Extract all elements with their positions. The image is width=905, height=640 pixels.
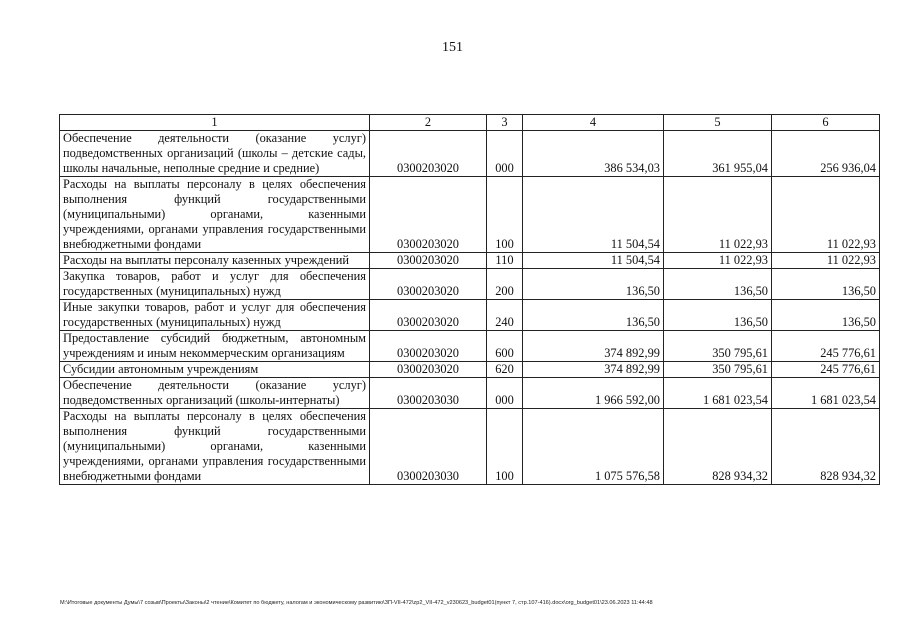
row-kind-cell: 100 xyxy=(487,409,523,485)
row-name-cell: Субсидии автономным учреждениям xyxy=(60,362,370,378)
row-value-col4: 136,50 xyxy=(523,300,664,331)
row-code-cell: 0300203020 xyxy=(370,362,487,378)
row-value-col4: 374 892,99 xyxy=(523,331,664,362)
row-value-col6: 136,50 xyxy=(772,300,880,331)
table-row xyxy=(60,331,880,362)
row-code-cell: 0300203020 xyxy=(370,131,487,177)
row-code-cell: 0300203020 xyxy=(370,253,487,269)
row-value-col5: 350 795,61 xyxy=(664,331,772,362)
row-value-col6: 136,50 xyxy=(772,269,880,300)
row-name-cell: Расходы на выплаты персоналу в целях обеспечения выполнения функций государственными (муниципальными) органами, казенными учреждениями, органами управления государственными внебюджетными фондами xyxy=(60,177,370,253)
row-name-cell: Расходы на выплаты персоналу в целях обеспечения выполнения функций государственными (муниципальными) органами, казенными учреждениями, органами управления государственными внебюджетными фондами xyxy=(60,409,370,485)
table-row xyxy=(60,409,880,485)
column-header: 6 xyxy=(772,115,880,131)
column-header: 2 xyxy=(370,115,487,131)
table-row xyxy=(60,300,880,331)
page-number: 151 xyxy=(442,40,463,55)
row-code-cell: 0300203020 xyxy=(370,177,487,253)
row-value-col5: 136,50 xyxy=(664,269,772,300)
row-kind-cell: 100 xyxy=(487,177,523,253)
row-name-cell: Обеспечение деятельности (оказание услуг) подведомственных организаций (школы-интернаты) xyxy=(60,378,370,409)
row-kind-cell: 000 xyxy=(487,378,523,409)
row-value-col5: 1 681 023,54 xyxy=(664,378,772,409)
row-kind-cell: 240 xyxy=(487,300,523,331)
row-value-col6: 11 022,93 xyxy=(772,177,880,253)
row-name-cell: Закупка товаров, работ и услуг для обеспечения государственных (муниципальных) нужд xyxy=(60,269,370,300)
table-row xyxy=(60,177,880,253)
column-header: 1 xyxy=(60,115,370,131)
row-name-cell: Расходы на выплаты персоналу казенных учреждений xyxy=(60,253,370,269)
row-value-col5: 136,50 xyxy=(664,300,772,331)
row-name-cell: Предоставление субсидий бюджетным, автономным учреждениям и иным некоммерческим организациям xyxy=(60,331,370,362)
row-value-col6: 245 776,61 xyxy=(772,331,880,362)
row-kind-cell: 000 xyxy=(487,131,523,177)
table-row xyxy=(60,253,880,269)
row-value-col4: 374 892,99 xyxy=(523,362,664,378)
row-value-col4: 136,50 xyxy=(523,269,664,300)
table-row xyxy=(60,269,880,300)
row-code-cell: 0300203030 xyxy=(370,378,487,409)
row-value-col6: 245 776,61 xyxy=(772,362,880,378)
table-row xyxy=(60,378,880,409)
row-kind-cell: 200 xyxy=(487,269,523,300)
row-code-cell: 0300203020 xyxy=(370,269,487,300)
row-value-col4: 1 075 576,58 xyxy=(523,409,664,485)
table-row xyxy=(60,362,880,378)
row-value-col5: 350 795,61 xyxy=(664,362,772,378)
table-row xyxy=(60,131,880,177)
row-value-col6: 828 934,32 xyxy=(772,409,880,485)
row-value-col5: 828 934,32 xyxy=(664,409,772,485)
row-value-col5: 11 022,93 xyxy=(664,177,772,253)
row-value-col4: 11 504,54 xyxy=(523,177,664,253)
column-header: 5 xyxy=(664,115,772,131)
row-value-col6: 11 022,93 xyxy=(772,253,880,269)
row-kind-cell: 110 xyxy=(487,253,523,269)
row-code-cell: 0300203030 xyxy=(370,409,487,485)
row-value-col6: 256 936,04 xyxy=(772,131,880,177)
row-code-cell: 0300203020 xyxy=(370,300,487,331)
table-header-row xyxy=(60,115,880,131)
row-value-col4: 11 504,54 xyxy=(523,253,664,269)
row-value-col4: 386 534,03 xyxy=(523,131,664,177)
column-header: 3 xyxy=(487,115,523,131)
row-value-col4: 1 966 592,00 xyxy=(523,378,664,409)
row-code-cell: 0300203020 xyxy=(370,331,487,362)
row-value-col5: 11 022,93 xyxy=(664,253,772,269)
budget-table xyxy=(59,114,880,485)
row-value-col5: 361 955,04 xyxy=(664,131,772,177)
row-name-cell: Иные закупки товаров, работ и услуг для обеспечения государственных (муниципальных) нужд xyxy=(60,300,370,331)
row-value-col6: 1 681 023,54 xyxy=(772,378,880,409)
document-file-path: M:\Итоговые документы Думы\7 созыв\Проекты\Законы\2 чтение\Комитет по бюджету, налогам и экономическому развитию\ЗП-VII-472\zp2_VII-472_v230623_budget01(пункт 7, стр.107-416).docx\org_budget01\23.06.2023 11:44:48 xyxy=(60,600,653,606)
row-kind-cell: 620 xyxy=(487,362,523,378)
row-name-cell: Обеспечение деятельности (оказание услуг) подведомственных организаций (школы – детские сады, школы начальные, неполные средние и средние) xyxy=(60,131,370,177)
column-header: 4 xyxy=(523,115,664,131)
row-kind-cell: 600 xyxy=(487,331,523,362)
